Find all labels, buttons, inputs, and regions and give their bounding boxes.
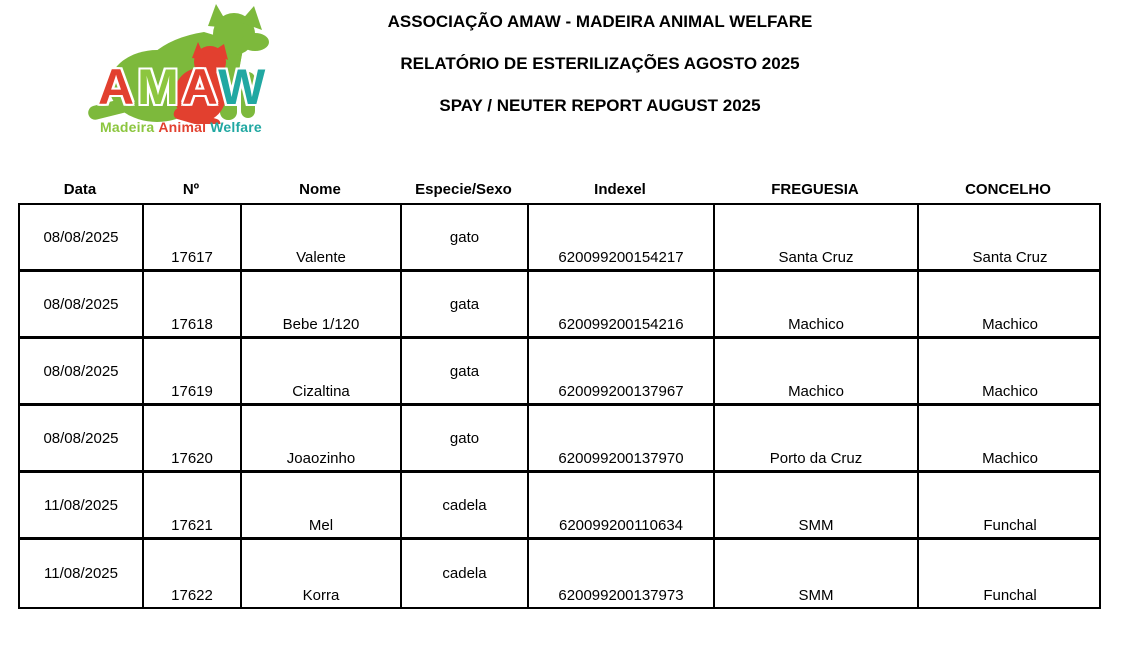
cell-freguesia: SMM: [715, 473, 919, 540]
column-header-freguesia: FREGUESIA: [771, 181, 859, 198]
cell-indexel: 620099200137967: [529, 339, 715, 406]
cell-concelho: Machico: [919, 272, 1101, 339]
cell-freguesia: Machico: [715, 272, 919, 339]
column-header-nome: Nome: [299, 181, 341, 198]
cell-especie-sexo: gata: [402, 339, 529, 406]
column-header-indexel: Indexel: [594, 181, 646, 198]
wordmark-letter: A: [98, 59, 138, 115]
cell-indexel: 620099200137970: [529, 406, 715, 473]
cell-especie-sexo: gata: [402, 272, 529, 339]
table-header-row: [18, 181, 1101, 203]
cell-concelho: Santa Cruz: [919, 205, 1101, 272]
cell-indexel: 620099200154217: [529, 205, 715, 272]
cell-especie-sexo: cadela: [402, 473, 529, 540]
cell-data: 11/08/2025: [20, 473, 144, 540]
table-body: [18, 203, 1101, 609]
column-header-data: Data: [63, 181, 97, 198]
tagline-word: Animal: [158, 119, 207, 135]
cell-numero: 17620: [144, 406, 242, 473]
column-header-especie-sexo: Especie/Sexo: [415, 181, 512, 198]
tagline-word: Welfare: [210, 119, 262, 135]
cell-numero: 17622: [144, 540, 242, 607]
wordmark-letter: M: [137, 59, 182, 115]
cell-numero: 17621: [144, 473, 242, 540]
cell-nome: Korra: [242, 540, 402, 607]
cell-data: 08/08/2025: [20, 205, 144, 272]
report-title-en: SPAY / NEUTER REPORT AUGUST 2025: [439, 96, 761, 115]
cell-freguesia: Machico: [715, 339, 919, 406]
column-header-numero: Nº: [182, 181, 200, 198]
cell-numero: 17618: [144, 272, 242, 339]
cell-especie-sexo: gato: [402, 205, 529, 272]
wordmark-letter: W: [218, 59, 269, 115]
cell-concelho: Machico: [919, 406, 1101, 473]
column-header-concelho: CONCELHO: [965, 181, 1051, 198]
cell-especie-sexo: cadela: [402, 540, 529, 607]
tagline-word: Madeira: [100, 119, 155, 135]
cell-freguesia: Porto da Cruz: [715, 406, 919, 473]
amaw-wordmark: [98, 59, 269, 115]
cell-nome: Cizaltina: [242, 339, 402, 406]
amaw-logo: [72, 2, 334, 144]
cell-indexel: 620099200154216: [529, 272, 715, 339]
report-titles: [300, 12, 900, 138]
sterilization-report-table: [18, 181, 1101, 609]
logo-tagline: [100, 119, 266, 135]
cell-concelho: Funchal: [919, 473, 1101, 540]
cell-nome: Joaozinho: [242, 406, 402, 473]
cell-nome: Bebe 1/120: [242, 272, 402, 339]
cell-numero: 17617: [144, 205, 242, 272]
cell-numero: 17619: [144, 339, 242, 406]
cell-nome: Mel: [242, 473, 402, 540]
cell-concelho: Funchal: [983, 587, 1037, 604]
cell-data: 11/08/2025: [20, 540, 144, 607]
report-title-pt: RELATÓRIO DE ESTERILIZAÇÕES AGOSTO 2025: [400, 54, 800, 73]
wordmark-letter: A: [181, 59, 219, 115]
cell-freguesia: SMM: [715, 540, 919, 607]
cell-indexel: 620099200110634: [529, 473, 715, 540]
cell-data: 08/08/2025: [20, 406, 144, 473]
cell-freguesia: Santa Cruz: [715, 205, 919, 272]
cell-data: 08/08/2025: [20, 272, 144, 339]
association-title: ASSOCIAÇÃO AMAW - MADEIRA ANIMAL WELFARE: [387, 12, 813, 31]
cell-data: 08/08/2025: [20, 339, 144, 406]
cell-nome: Valente: [242, 205, 402, 272]
cell-especie-sexo: gato: [402, 406, 529, 473]
cell-indexel: 620099200137973: [529, 540, 715, 607]
cell-concelho: Machico: [919, 339, 1101, 406]
